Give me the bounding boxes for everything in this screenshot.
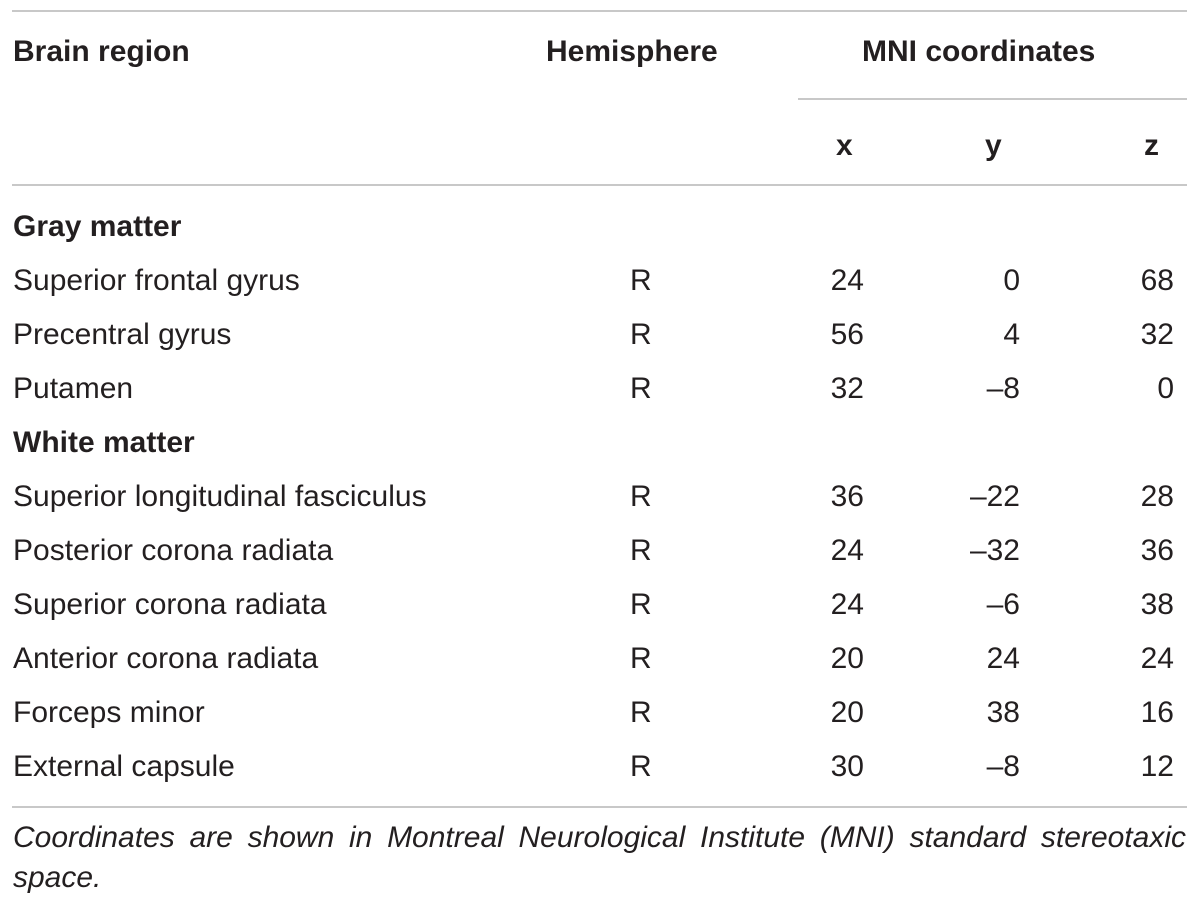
cell-z: 24 <box>1140 642 1174 675</box>
header-y: y <box>985 129 1002 162</box>
header-z: z <box>1144 129 1159 162</box>
header-hemisphere: Hemisphere <box>546 35 718 68</box>
cell-brain-region: Superior corona radiata <box>13 588 327 621</box>
cell-z: 36 <box>1140 534 1174 567</box>
cell-x: 24 <box>830 588 864 621</box>
cell-hemisphere: R <box>630 696 652 729</box>
cell-brain-region: Superior longitudinal fasciculus <box>13 480 427 513</box>
section-title: White matter <box>13 426 195 459</box>
header-x: x <box>836 129 853 162</box>
cell-brain-region: Putamen <box>13 372 134 405</box>
cell-x: 56 <box>830 318 864 351</box>
cell-x: 36 <box>830 480 864 513</box>
table-top-rule <box>12 10 1187 12</box>
mni-header-rule <box>798 98 1187 100</box>
cell-x: 20 <box>830 696 864 729</box>
cell-hemisphere: R <box>630 642 652 675</box>
cell-hemisphere: R <box>630 318 652 351</box>
cell-z: 32 <box>1140 318 1174 351</box>
cell-y: –22 <box>969 480 1020 513</box>
cell-x: 32 <box>830 372 864 405</box>
cell-y: 38 <box>986 696 1020 729</box>
cell-hemisphere: R <box>630 588 652 621</box>
header-mni-coordinates: MNI coordinates <box>862 35 1096 68</box>
cell-brain-region: Posterior corona radiata <box>13 534 334 567</box>
cell-z: 68 <box>1140 264 1174 297</box>
cell-z: 16 <box>1140 696 1174 729</box>
cell-x: 30 <box>830 750 864 783</box>
section-title: Gray matter <box>13 210 182 243</box>
cell-brain-region: Anterior corona radiata <box>13 642 319 675</box>
cell-hemisphere: R <box>630 750 652 783</box>
cell-brain-region: Forceps minor <box>13 696 205 729</box>
cell-z: 12 <box>1140 750 1174 783</box>
cell-y: 24 <box>986 642 1020 675</box>
cell-hemisphere: R <box>630 480 652 513</box>
cell-hemisphere: R <box>630 264 652 297</box>
cell-x: 20 <box>830 642 864 675</box>
cell-hemisphere: R <box>630 534 652 567</box>
cell-y: –32 <box>969 534 1020 567</box>
cell-y: –6 <box>986 588 1020 621</box>
cell-brain-region: Superior frontal gyrus <box>13 264 300 297</box>
table-footnote: Coordinates are shown in Montreal Neurological Institute (MNI) standard stereotaxic space. <box>13 821 1186 894</box>
table-bottom-rule <box>12 806 1187 808</box>
cell-z: 28 <box>1140 480 1174 513</box>
cell-y: –8 <box>986 372 1020 405</box>
cell-x: 24 <box>830 534 864 567</box>
cell-brain-region: External capsule <box>13 750 235 783</box>
header-brain-region: Brain region <box>13 35 190 68</box>
cell-x: 24 <box>830 264 864 297</box>
cell-y: 0 <box>1003 264 1020 297</box>
cell-y: 4 <box>1003 318 1020 351</box>
cell-z: 0 <box>1157 372 1174 405</box>
cell-z: 38 <box>1140 588 1174 621</box>
cell-y: –8 <box>986 750 1020 783</box>
cell-hemisphere: R <box>630 372 652 405</box>
cell-brain-region: Precentral gyrus <box>13 318 232 351</box>
header-bottom-rule <box>12 184 1187 186</box>
